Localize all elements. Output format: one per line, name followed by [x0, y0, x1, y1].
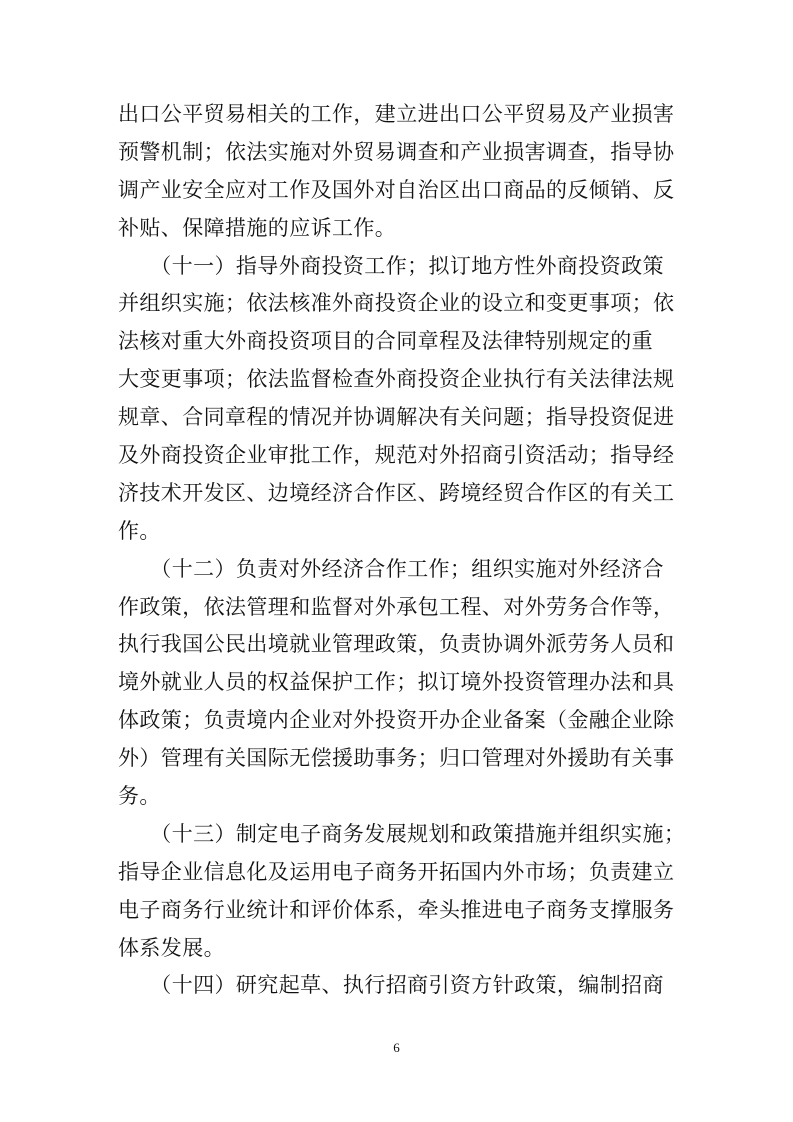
- text-line: 及外商投资企业审批工作，规范对外招商引资活动；指导经: [118, 443, 675, 468]
- text-line: 作。: [118, 518, 161, 543]
- text-line: 指导企业信息化及运用电子商务开拓国内外市场；负责建立: [118, 859, 675, 884]
- text-line: 体系发展。: [118, 935, 225, 960]
- text-line: 务。: [118, 784, 161, 809]
- text-line: 出口公平贸易相关的工作，建立进出口公平贸易及产业损害: [118, 102, 675, 126]
- text-line: 电子商务行业统计和评价体系，牵头推进电子商务支撑服务: [118, 897, 675, 922]
- text-line: （十四）研究起草、执行招商引资方针政策，编制招商: [118, 973, 664, 998]
- text-line: 体政策；负责境内企业对外投资开办企业备案（金融企业除: [118, 708, 675, 733]
- text-line: （十三）制定电子商务发展规划和政策措施并组织实施；: [118, 821, 686, 846]
- text-line: （十一）指导外商投资工作；拟订地方性外商投资政策: [118, 253, 664, 278]
- text-line: 作政策，依法管理和监督对外承包工程、对外劳务合作等，: [118, 594, 675, 619]
- text-line: 境外就业人员的权益保护工作；拟订境外投资管理办法和具: [118, 670, 675, 695]
- text-line: 规章、合同章程的情况并协调解决有关问题；指导投资促进: [118, 405, 675, 430]
- text-line: 执行我国公民出境就业管理政策，负责协调外派劳务人员和: [118, 632, 675, 657]
- text-line: 并组织实施；依法核准外商投资企业的设立和变更事项；依: [118, 291, 675, 316]
- text-line: 外）管理有关国际无偿援助事务；归口管理对外援助有关事: [118, 746, 675, 771]
- text-line: （十二）负责对外经济合作工作；组织实施对外经济合: [118, 556, 664, 581]
- body-text: [118, 96, 686, 1005]
- page-number: 6: [393, 1040, 400, 1055]
- text-line: 调产业安全应对工作及国外对自治区出口商品的反倾销、反: [118, 177, 675, 202]
- text-line: 法核对重大外商投资项目的合同章程及法律特别规定的重: [118, 329, 653, 354]
- text-line: 济技术开发区、边境经济合作区、跨境经贸合作区的有关工: [118, 480, 675, 505]
- text-line: 补贴、保障措施的应诉工作。: [118, 215, 397, 240]
- text-line: 大变更事项；依法监督检查外商投资企业执行有关法律法规: [118, 367, 675, 392]
- text-line: 预警机制；依法实施对外贸易调查和产业损害调查，指导协: [118, 139, 675, 164]
